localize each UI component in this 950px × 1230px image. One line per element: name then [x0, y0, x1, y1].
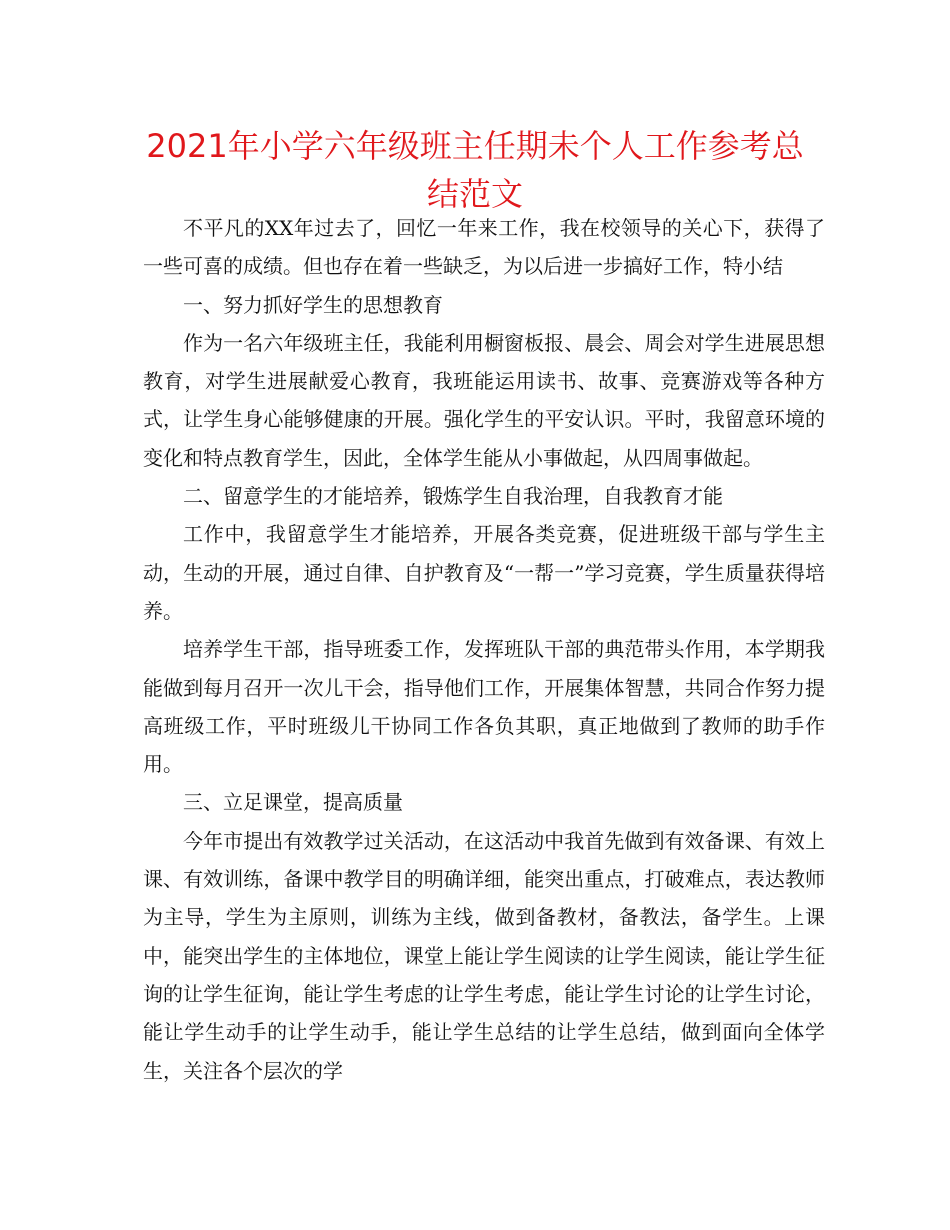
- body-paragraph: 工作中，我留意学生才能培养，开展各类竞赛，促进班级干部与学生主动，生动的开展，通过自律、自护教育及“一帮一”学习竞赛，学生质量获得培养。: [143, 522, 825, 623]
- body-paragraph: 今年市提出有效教学过关活动，在这活动中我首先做到有效备课、有效上课、有效训练，备课中教学目的明确详细，能突出重点，打破难点，表达教师为主导，学生为主原则，训练为主线，做到备教材，备教法，备学生。上课中，能突出学生的主体地位，课堂上能让学生阅读的让学生阅读，能让学生征询的让学生征询，能让学生考虑的让学生考虑，能让学生讨论的让学生讨论，能让学生动手的让学生动手，能让学生总结的让学生总结，做到面向全体学生，关注各个层次的学: [143, 828, 825, 1083]
- document-body: [143, 209, 825, 1090]
- section-heading-1: 一、努力抓好学生的思想教育: [183, 292, 443, 317]
- body-paragraph: 培养学生干部，指导班委工作，发挥班队干部的典范带头作用，本学期我能做到每月召开一次儿干会，指导他们工作，开展集体智慧，共同合作努力提高班级工作，平时班级儿干协同工作各负其职，真正地做到了教师的助手作用。: [143, 637, 825, 777]
- section-heading-3: 三、立足课堂，提高质量: [183, 790, 403, 815]
- document-title: 2021年小学六年级班主任期未个人工作参考总结范文: [146, 127, 804, 213]
- intro-paragraph: 不平凡的XX年过去了，回忆一年来工作，我在校领导的关心下，获得了一些可喜的成绩。但也存在着一些缺乏，为以后进一步搞好工作，特小结: [143, 216, 825, 279]
- section-heading-2: 二、留意学生的才能培养，锻炼学生自我治理，自我教育才能: [183, 484, 723, 509]
- body-paragraph: 作为一名六年级班主任，我能利用橱窗板报、晨会、周会对学生进展思想教育，对学生进展献爱心教育，我班能运用读书、故事、竞赛游戏等各种方式，让学生身心能够健康的开展。强化学生的平安认识。平时，我留意环境的变化和特点教育学生，因此，全体学生能从小事做起，从四周事做起。: [143, 330, 825, 470]
